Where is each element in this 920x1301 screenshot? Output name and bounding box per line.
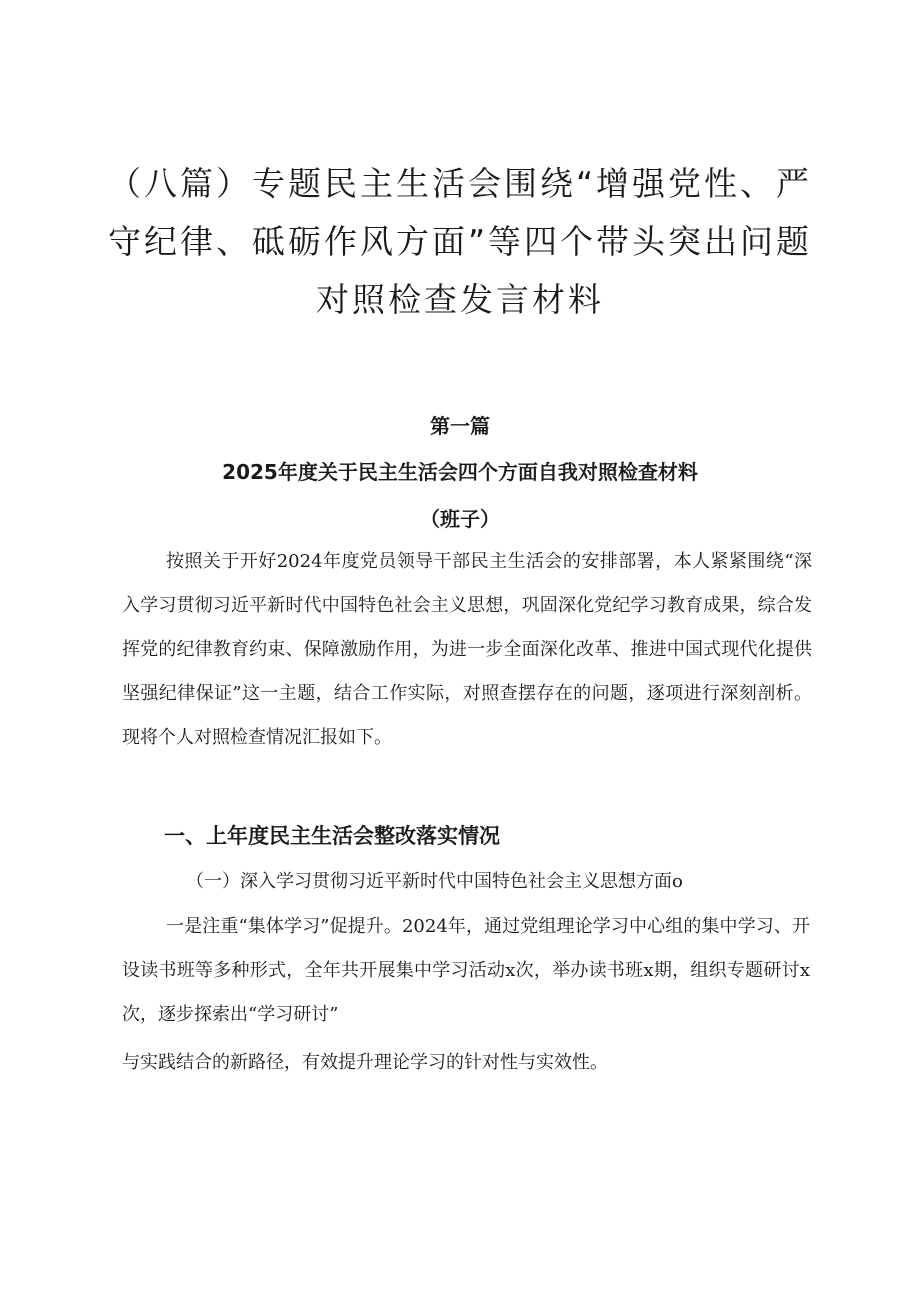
document-title: （八篇）专题民主生活会围绕“增强党性、严守纪律、砥砺作风方面”等四个带头突出问题对照检查发言材料 xyxy=(107,164,813,319)
body-paragraph-continuation: 与实践结合的新路径，有效提升理论学习的针对性与实效性。 xyxy=(122,1052,608,1073)
part-subtitle: （班子） xyxy=(420,507,500,531)
part-heading: 第一篇 xyxy=(430,414,490,438)
subsection-heading: （一）深入学习贯彻习近平新时代中国特色社会主义思想方面o xyxy=(186,871,683,892)
section-heading: 一、上年度民主生活会整改落实情况 xyxy=(164,824,500,848)
body-paragraph: 一是注重“集体学习”促提升。2024年，通过党组理论学习中心组的集中学习、开设读书班等多种形式，全年共开展集中学习活动x次，举办读书班x期，组织专题研讨x次，逐步探索出“学习研讨” xyxy=(122,916,810,1025)
part-title: 2025年度关于民主生活会四个方面自我对照检查材料 xyxy=(222,460,698,484)
intro-paragraph: 按照关于开好2024年度党员领导干部民主生活会的安排部署，本人紧紧围绕“深入学习贯彻习近平新时代中国特色社会主义思想，巩固深化党纪学习教育成果，综合发挥党的纪律教育约束、保障激励作用，为进一步全面深化改革、推进中国式现代化提供坚强纪律保证”这一主题，结合工作实际，对照查摆存在的问题，逐项进行深刻剖析。现将个人对照检查情况汇报如下。 xyxy=(122,551,812,748)
